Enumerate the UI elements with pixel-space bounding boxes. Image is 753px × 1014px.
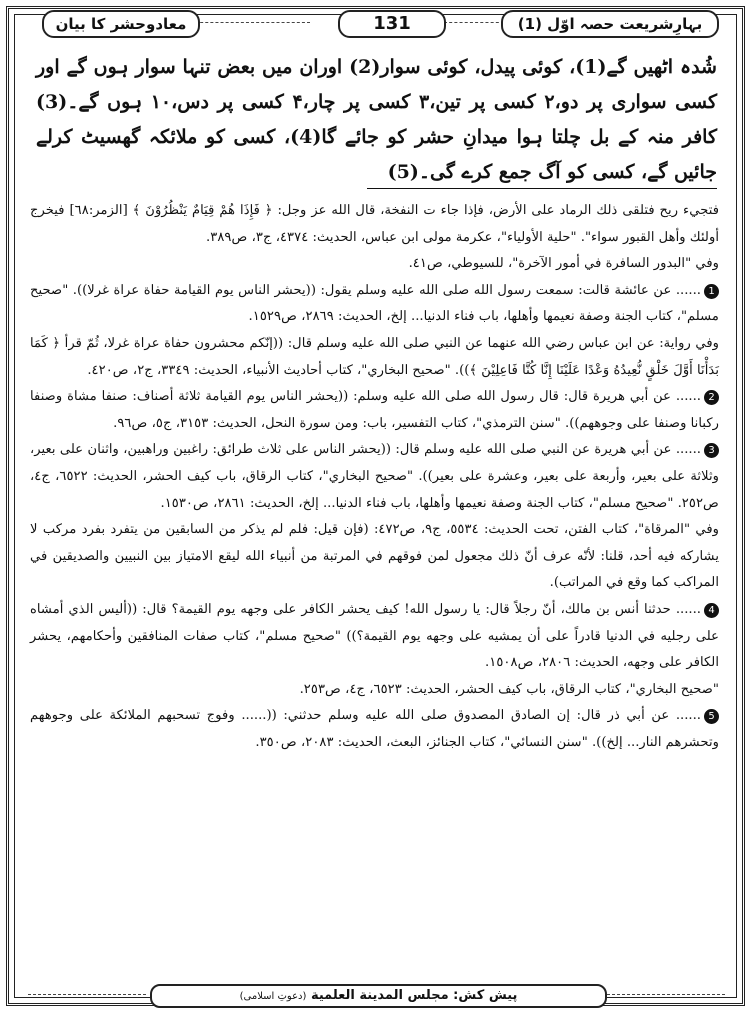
footnote-4 <box>30 597 719 677</box>
footer-subtitle: (دعوتِ اسلامی) <box>239 991 307 1002</box>
chapter-title: معادوحشر کا بیان <box>42 10 200 38</box>
footnote-5 <box>30 703 719 756</box>
footnote-2-text: ...... عن أبي هريرة قال: قال رسول الله صلى الله عليه وسلم: ((يحشر الناس يوم القيامة ثلاثة أصناف: صنفا مشاة وصنفا ركبانا وصنفا على وجوههم)). "سنن الترمذي"، كتاب التفسير، باب: ومن سورة النحل، الحديث: ٣١٥٣، ج٥، ص٩٦. <box>30 389 719 431</box>
footnote-reference: وفي "البدور السافرة في أمور الآخرة"، للسيوطي، ص٤١. <box>408 256 719 272</box>
footer-ornament-right <box>607 994 725 1001</box>
footnote-continuation: فتجيء ريح فتلقى ذلك الرماد على الأرض، فإذا جاء ت النفخة، قال الله عز وجل: ﴿ فَإِذَا هُمْ قِيَامٌ يَنْظُرُوْنَ ﴾ [الزمر:٦٨] فيخرج أولئك وأهل القبور سواء". "حلية الأولياء"، عكرمة مولى ابن عباس، الحديث: ٤٣٧٤، ج٣، ص٣٨٩. <box>30 203 720 245</box>
footnote-3 <box>30 437 719 517</box>
page-header <box>24 8 729 40</box>
footer-organization: مجلس المدينة العلمية <box>310 988 449 1003</box>
footnote-1-text: ...... عن عائشة قالت: سمعت رسول الله صلى الله عليه وسلم يقول: ((يحشر الناس يوم القيامة حفاة عراة غرلا)). "صحيح مسلم"، كتاب الجنة وصفة نعيمها وأهلها، باب فناء الدنيا... إلخ، الحديث: ٢٨٦٩، ص١٥٢٩. <box>30 282 719 325</box>
footnote-number-badge: 2 <box>704 390 719 405</box>
footnote-3-text: ...... عن أبي هريرة عن النبي صلى الله عليه وسلم قال: ((يحشر الناس على ثلاث طرائق: راغبين وراهبين، واثنان على بعير، وثلاثة على بعير، وأربعة على بعير، وعشرة على بعير)). "صحيح البخاري"، كتاب الرقاق، باب كيف الحشر، الحديث: ٦٥٢٢، ج٤، ص٢٥٢. "صحيح مسلم"، كتاب الجنة وصفة نعيمها وأهلها، باب فناء الدنيا... إلخ، الحديث: ٢٨٦١، ص١٥٣٠. <box>30 442 719 511</box>
footnote-4-text: ...... حدثنا أنس بن مالك، أنّ رجلاً قال: يا رسول الله! كيف يحشر الكافر على وجهه يوم القيمة؟ قال: ((أليس الذي أمشاه على رجليه في الدنيا قادراً على أن يمشيه على وجهه يوم القيمة؟)) "صحيح مسلم"، كتاب صفات المنافقين وأحكامهم، يحشر الكافر على وجهه، الحديث: ٢٨٠٦، ص١٥٠٨. <box>30 601 719 671</box>
footnote-2 <box>30 384 719 437</box>
footer-label: پیش کش: <box>453 988 518 1003</box>
footnote-1-additional: وفي رواية: عن ابن عباس رضي الله عنهما عن النبي صلى الله عليه وسلم قال: ((إنّكم محشرون حفاة عراة غرلا، ثُمّ قرأ ﴿ كَمَا بَدَأْنَا أَوَّلَ خَلْقٍ نُّعِيدُهُ وَعْدًا عَلَيْنَا إِنَّا كُنَّا فَاعِلِيْنَ ﴾)). "صحيح البخاري"، كتاب أحاديث الأنبياء، الحديث: ٣٣٤٩، ج٢، ص٤٢٠. <box>30 335 719 378</box>
footnote-number-badge: 5 <box>704 709 719 724</box>
footnote-number-badge: 3 <box>704 443 719 458</box>
book-title: بہارِشریعت حصہ اوّل (1) <box>501 10 719 38</box>
footnote-4-additional: "صحيح البخاري"، كتاب الرقاق، باب كيف الحشر، الحديث: ٦٥٢٣، ج٤، ص٢٥٣. <box>299 681 719 697</box>
footnote-number-badge: 1 <box>704 284 719 299</box>
page-footer <box>150 984 607 1008</box>
footnote-separator <box>367 188 717 189</box>
footer-ornament-left <box>28 994 146 1001</box>
footnotes-section <box>30 198 719 756</box>
footnote-5-text: ...... عن أبي ذر قال: إن الصادق المصدوق صلى الله عليه وسلم حدثني: ((...... وفوج تسحبهم الملائكة على وجوههم وتحشرهم النار... إلخ)). "سنن النسائي"، كتاب الجنائز، البعث، الحديث: ٢٠٨٣، ص٣٥٠. <box>30 708 719 750</box>
footnote-1 <box>30 278 719 331</box>
footnote-number-badge: 4 <box>704 603 719 618</box>
page-number: 131 <box>338 10 446 38</box>
footnote-3-additional: وفي "المرقاة"، كتاب الفتن، تحت الحديث: ٥٥٣٤، ج٩، ص٤٧٢: (فإن قيل: فلم لم يذكر من السابقين من يتفرد بفرد مركب لا يشاركه فيه أحد، قلنا: لأنّه عرف أنّ ذلك مجعول لمن فوقهم في المرتبة من أنبياء الله ليقع الامتياز بين النبيين والصديقين في المراكب كما وقع في المراتب). <box>30 522 719 591</box>
urdu-main-text: شُدہ اٹھیں گے(1)، کوئی پیدل، کوئی سوار(2) اوران میں بعض تنہا سوار ہوں گے اور کسی سواری پر دو،۲ کسی پر تین،۳ کسی پر چار،۴ کسی پر دس،۱۰ ہوں گے۔(3) کافر منہ کے بل چلتا ہوا میدانِ حشر کو جائے گا(4)، کسی کو ملائکہ گھسیٹ کرلے جائیں گے، کسی کو آگ جمع کرے گی۔(5) <box>36 56 717 183</box>
